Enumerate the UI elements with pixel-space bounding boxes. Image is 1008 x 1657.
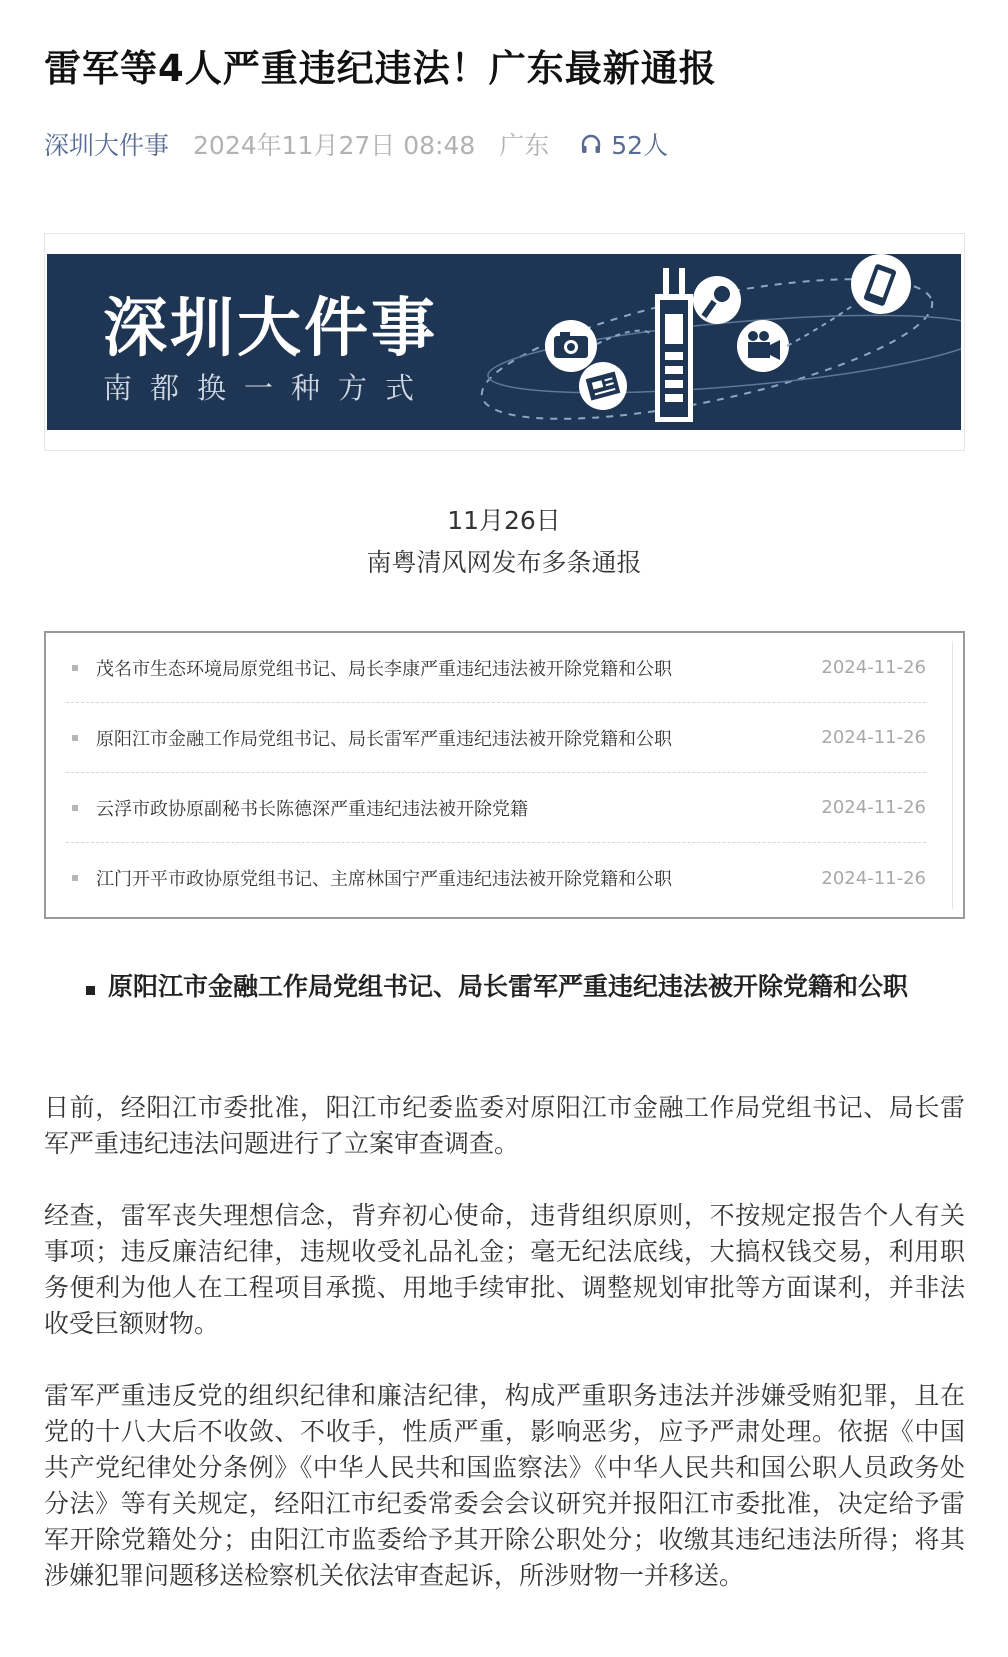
notice-title: 茂名市生态环境局原党组书记、局长李康严重违纪违法被开除党籍和公职	[96, 658, 672, 680]
notice-date: 2024-11-26	[821, 657, 926, 678]
listen-button[interactable]	[579, 126, 668, 162]
banner-slogan: 南都换一种方式	[103, 371, 433, 405]
notice-row[interactable]	[66, 773, 926, 843]
microphone-icon	[693, 276, 741, 324]
square-bullet-icon	[86, 986, 95, 995]
notice-row[interactable]	[66, 843, 926, 913]
bullet-icon	[72, 735, 78, 741]
notice-date: 2024-11-26	[821, 727, 926, 748]
intro-block	[0, 500, 1008, 584]
banner-brand: 深圳大件事	[103, 292, 438, 366]
notice-list	[44, 631, 965, 919]
tower-icon	[655, 268, 693, 422]
notice-date: 2024-11-26	[821, 797, 926, 818]
body-paragraph: 日前，经阳江市委批准，阳江市纪委监委对原阳江市金融工作局党组书记、局长雷军严重违纪违法问题进行了立案审查调查。	[44, 1093, 965, 1158]
publish-region: 广东	[499, 131, 550, 160]
smartphone-icon	[851, 254, 911, 314]
bullet-icon	[72, 875, 78, 881]
section-heading	[86, 966, 966, 1008]
brand-banner	[47, 254, 961, 430]
listener-count: 52人	[611, 131, 669, 160]
newspaper-icon	[579, 362, 627, 410]
article-meta	[44, 126, 668, 162]
account-name-link[interactable]: 深圳大件事	[44, 131, 170, 160]
bullet-icon	[72, 665, 78, 671]
publish-date: 2024年11月27日 08:48	[193, 131, 476, 160]
list-scrollbar[interactable]	[952, 641, 953, 909]
intro-source: 南粤清风网发布多条通报	[366, 548, 642, 577]
notice-title: 原阳江市金融工作局党组书记、局长雷军严重违纪违法被开除党籍和公职	[96, 728, 672, 750]
video-camera-icon	[737, 320, 789, 372]
body-paragraph: 经查，雷军丧失理想信念，背弃初心使命，违背组织原则，不按规定报告个人有关事项；违反廉洁纪律，违规收受礼品礼金；毫无纪法底线，大搞权钱交易，利用职务便利为他人在工程项目承揽、用地手续审批、调整规划审批等方面谋利，并非法收受巨额财物。	[44, 1201, 965, 1338]
notice-row[interactable]	[66, 633, 926, 703]
body-paragraph: 雷军严重违反党的组织纪律和廉洁纪律，构成严重职务违法并涉嫌受贿犯罪，且在党的十八大后不收敛、不收手，性质严重，影响恶劣，应予严肃处理。依据《中国共产党纪律处分条例》《中华人民共和国监察法》《中华人民共和国公职人员政务处分法》等有关规定，经阳江市纪委常委会会议研究并报阳江市委批准，决定给予雷军开除党籍处分；由阳江市监委给予其开除公职处分；收缴其违纪违法所得；将其涉嫌犯罪问题移送检察机关依法审查起诉，所涉财物一并移送。	[44, 1381, 965, 1590]
banner-frame	[44, 233, 965, 451]
intro-date: 11月26日	[447, 506, 561, 535]
notice-row[interactable]	[66, 703, 926, 773]
bullet-icon	[72, 805, 78, 811]
section-heading-text: 原阳江市金融工作局党组书记、局长雷军严重违纪违法被开除党籍和公职	[108, 972, 909, 1001]
notice-date: 2024-11-26	[821, 867, 926, 889]
article-title: 雷军等4人严重违纪违法！广东最新通报	[44, 47, 717, 90]
notice-title: 云浮市政协原副秘书长陈德深严重违纪违法被开除党籍	[96, 798, 528, 820]
camera-icon	[545, 320, 597, 372]
headphones-icon	[579, 132, 603, 156]
notice-title: 江门开平市政协原党组书记、主席林国宁严重违纪违法被开除党籍和公职	[96, 869, 672, 890]
